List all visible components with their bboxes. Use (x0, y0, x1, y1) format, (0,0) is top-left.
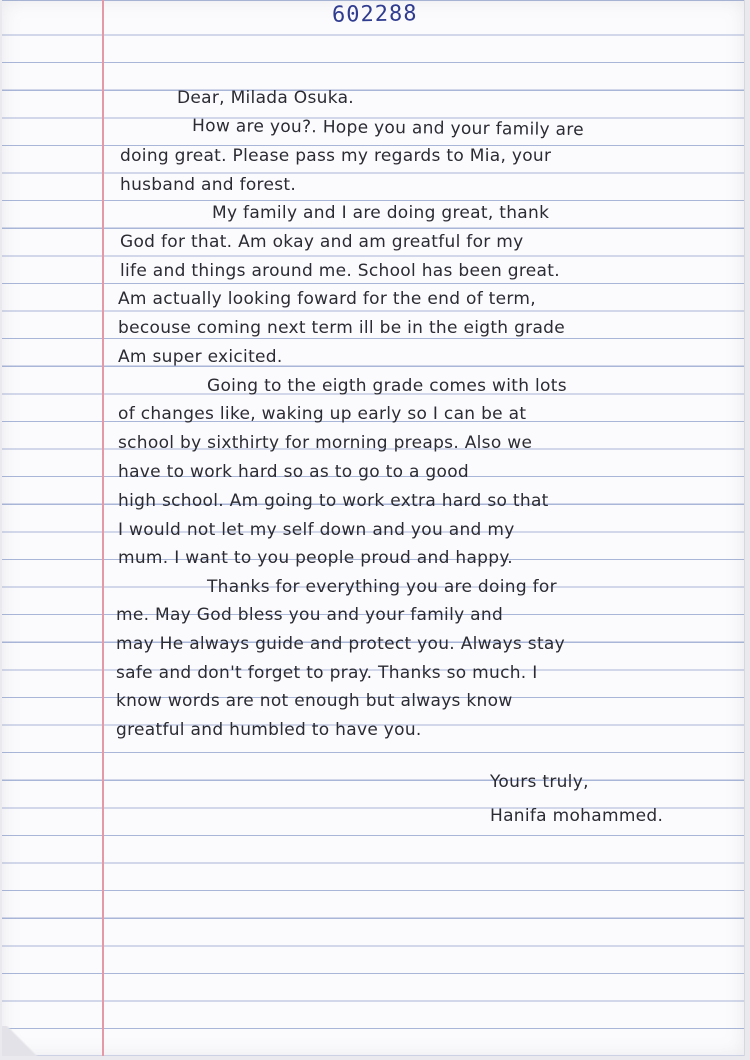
letter-line: high school. Am going to work extra hard so that (118, 491, 549, 511)
letter-line: doing great. Please pass my regards to Mia, your (120, 146, 552, 166)
letter-line: husband and forest. (120, 175, 297, 195)
closing: Yours truly, (490, 772, 589, 792)
letter-line: of changes like, waking up early so I can be at (118, 404, 527, 424)
letter-line: How are you?. Hope you and your family are (192, 116, 585, 141)
letter-line: Going to the eigth grade comes with lots (207, 376, 567, 396)
letter-line: I would not let my self down and you and my (118, 520, 515, 540)
letter-line: Thanks for everything you are doing for (207, 577, 557, 597)
letter-line: may He always guide and protect you. Always stay (116, 634, 565, 654)
letter-line: becouse coming next term ill be in the eigth grade (118, 318, 566, 338)
letter-line: life and things around me. School has been great. (120, 261, 560, 281)
salutation: Dear, Milada Osuka. (177, 88, 354, 108)
letter-line: safe and don't forget to pray. Thanks so much. I (116, 663, 538, 683)
letter-line: me. May God bless you and your family and (116, 605, 504, 625)
lined-paper-page (2, 0, 745, 1056)
signature: Hanifa mohammed. (490, 806, 664, 826)
letter-line: Am super exicited. (118, 347, 283, 367)
letter-line: mum. I want to you people proud and happy. (118, 548, 513, 568)
letter-line: have to work hard so as to go to a good (118, 462, 469, 482)
margin-line (102, 0, 104, 1056)
folded-corner (2, 1026, 42, 1056)
letter-line: My family and I are doing great, thank (212, 203, 550, 223)
reference-number: 602288 (331, 1, 418, 28)
letter-line: Am actually looking foward for the end of term, (118, 289, 536, 309)
letter-line: school by sixthirty for morning preaps. Also we (118, 433, 533, 453)
letter-line: greatful and humbled to have you. (116, 720, 422, 740)
letter-line: God for that. Am okay and am greatful for my (120, 232, 524, 252)
letter-line: know words are not enough but always know (116, 691, 513, 711)
